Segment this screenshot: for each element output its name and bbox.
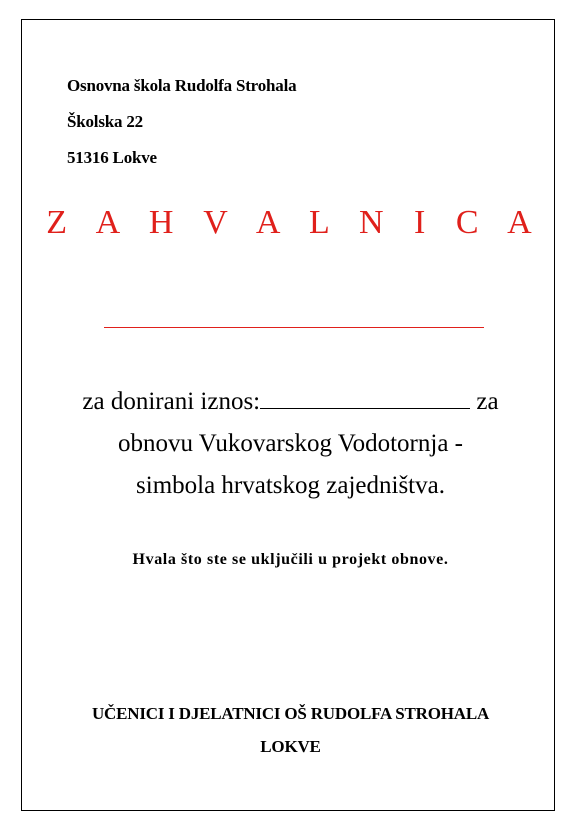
donation-suffix: za [470,388,499,415]
signature-line-2: LOKVE [260,737,321,756]
donation-line-2: obnovu Vukovarskog Vodotornja - [117,430,464,457]
school-name: Osnovna škola Rudolfa Strohala [67,76,297,95]
amount-blank [260,388,470,409]
recipient-name-line [104,327,484,328]
donation-line-3: simbola hrvatskog zajedništva. [136,472,445,499]
donation-text [0,381,581,507]
sender-address [67,68,296,176]
donation-line-1 [0,381,581,423]
certificate-title: Z A H V A L N I C A [46,204,543,241]
thanks-text: Hvala što ste se uključili u projekt obnove. [132,551,449,568]
postal-city: 51316 Lokve [67,148,157,167]
signature-line-1: UČENICI I DJELATNICI OŠ RUDOLFA STROHALA [91,704,490,723]
signature-block [0,697,581,763]
donation-prefix: za donirani iznos: [82,388,261,415]
street-address: Školska 22 [67,112,143,131]
